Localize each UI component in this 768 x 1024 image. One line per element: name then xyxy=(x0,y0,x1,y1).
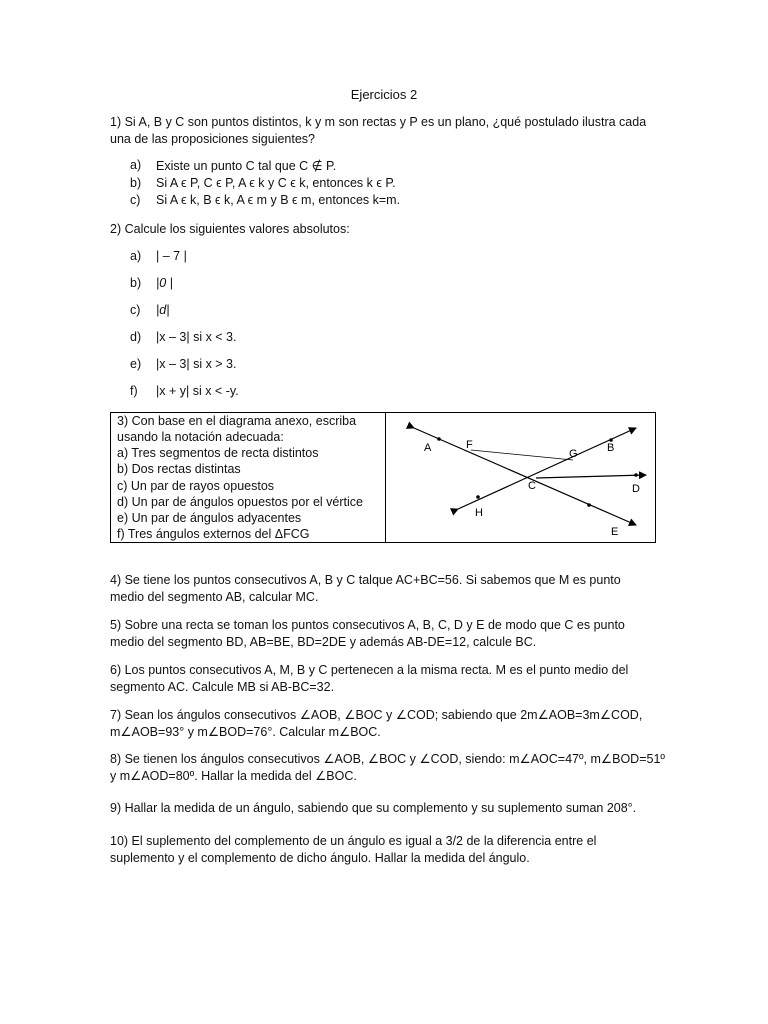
label-g: G xyxy=(569,448,578,460)
q1-line-1: 1) Si A, B y C son puntos distintos, k y m son rectas y P es un plano, ¿qué postulado ilustra cada xyxy=(110,115,647,129)
q5-line-1: 5) Sobre una recta se toman los puntos consecutivos A, B, C, D y E de modo que C es punto xyxy=(110,618,625,632)
q2-item-a-label: a) xyxy=(130,249,142,263)
q4-line-2: medio del segmento AB, calcular MC. xyxy=(110,590,319,604)
q3-line-6: d) Un par de ángulos opuestos por el vértice xyxy=(117,495,363,509)
point-e xyxy=(587,503,591,507)
q3-line-7: e) Un par de ángulos adyacentes xyxy=(117,511,302,525)
q7-line-1: 7) Sean los ángulos consecutivos ∠AOB, ∠BOC y ∠COD; sabiendo que 2m∠AOB=3m∠COD, xyxy=(110,708,643,722)
q3-line-8: f) Tres ángulos externos del ΔFCG xyxy=(117,527,310,541)
q2-item-c-label: c) xyxy=(130,303,141,317)
label-f: F xyxy=(466,439,473,451)
q4-line-1: 4) Se tiene los puntos consecutivos A, B y C talque AC+BC=56. Si sabemos que M es punto xyxy=(110,573,621,587)
q2-heading: 2) Calcule los siguientes valores absolutos: xyxy=(110,222,350,236)
q2-item-d-text: |x – 3| si x < 3. xyxy=(156,330,237,344)
q9-line-1: 9) Hallar la medida de un ángulo, sabiendo que su complemento y su suplemento suman 208°. xyxy=(110,801,637,815)
q1-item-c-text: Si A ϵ k, B ϵ k, A ϵ m y B ϵ m, entonces k=m. xyxy=(156,193,401,207)
q8-line-2: y m∠AOD=80º. Hallar la medida del ∠BOC. xyxy=(110,769,357,783)
page-title: Ejercicios 2 xyxy=(350,87,418,102)
q10-line-1: 10) El suplemento del complemento de un ángulo es igual a 3/2 de la diferencia entre el xyxy=(110,834,597,848)
ray-c-d xyxy=(536,475,646,478)
label-c: C xyxy=(528,480,536,492)
q3-line-3: a) Tres segmentos de recta distintos xyxy=(117,446,319,460)
q5-line-2: medio del segmento BD, AB=BE, BD=2DE y además AB-DE=12, calcule BC. xyxy=(110,635,537,649)
q2-item-f-text: |x + y| si x < -y. xyxy=(156,384,239,398)
point-a xyxy=(437,437,441,441)
point-d xyxy=(634,473,638,477)
q3-instructions xyxy=(111,413,386,542)
q2-item-e-label: e) xyxy=(130,357,142,371)
q10-line-2: suplemento y el complemento de dicho ángulo. Hallar la medida del ángulo. xyxy=(110,851,530,865)
q3-line-1: 3) Con base en el diagrama anexo, escriba xyxy=(117,414,357,428)
segment-f-g xyxy=(471,450,573,460)
label-d: D xyxy=(632,483,640,495)
q7-line-2: m∠AOB=93° y m∠BOD=76°. Calcular m∠BOC. xyxy=(110,725,381,739)
q2-item-f-label: f) xyxy=(130,384,138,398)
geometry-diagram xyxy=(386,413,656,542)
q2-item-e-text: |x – 3| si x > 3. xyxy=(156,357,237,371)
q3-line-4: b) Dos rectas distintas xyxy=(117,462,241,476)
label-e: E xyxy=(611,526,619,538)
q1-item-a-label: a) xyxy=(130,158,142,172)
q3-line-5: c) Un par de rayos opuestos xyxy=(117,479,275,493)
q1-line-2: una de las proposiciones siguientes? xyxy=(110,132,315,146)
point-h xyxy=(476,495,480,499)
q8-line-1: 8) Se tienen los ángulos consecutivos ∠AOB, ∠BOC y ∠COD, siendo: m∠AOC=47º, m∠BOD=51º xyxy=(110,752,665,766)
label-h: H xyxy=(475,507,483,519)
label-a: A xyxy=(424,442,432,454)
q2-item-c-text: |d| xyxy=(156,303,170,317)
q2-item-d-label: d) xyxy=(130,330,142,344)
q2-item-b-text: |0 | xyxy=(156,276,173,290)
q1-item-c-label: c) xyxy=(130,193,141,207)
q1-item-a-text: Existe un punto C tal que C ∉ P. xyxy=(156,159,337,173)
q2-item-b-label: b) xyxy=(130,276,142,290)
label-b: B xyxy=(607,442,615,454)
q3-line-2: usando la notación adecuada: xyxy=(117,430,284,444)
q3-table xyxy=(110,412,656,543)
q6-line-2: segmento AC. Calcule MB si AB-BC=32. xyxy=(110,680,335,694)
q1-item-b-text: Si A ϵ P, C ϵ P, A ϵ k y C ϵ k, entonces k ϵ P. xyxy=(156,176,396,190)
q6-line-1: 6) Los puntos consecutivos A, M, B y C pertenecen a la misma recta. M es el punto medio del xyxy=(110,663,629,677)
q2-item-a-text: | – 7 | xyxy=(156,249,187,263)
q1-item-b-label: b) xyxy=(130,176,142,190)
